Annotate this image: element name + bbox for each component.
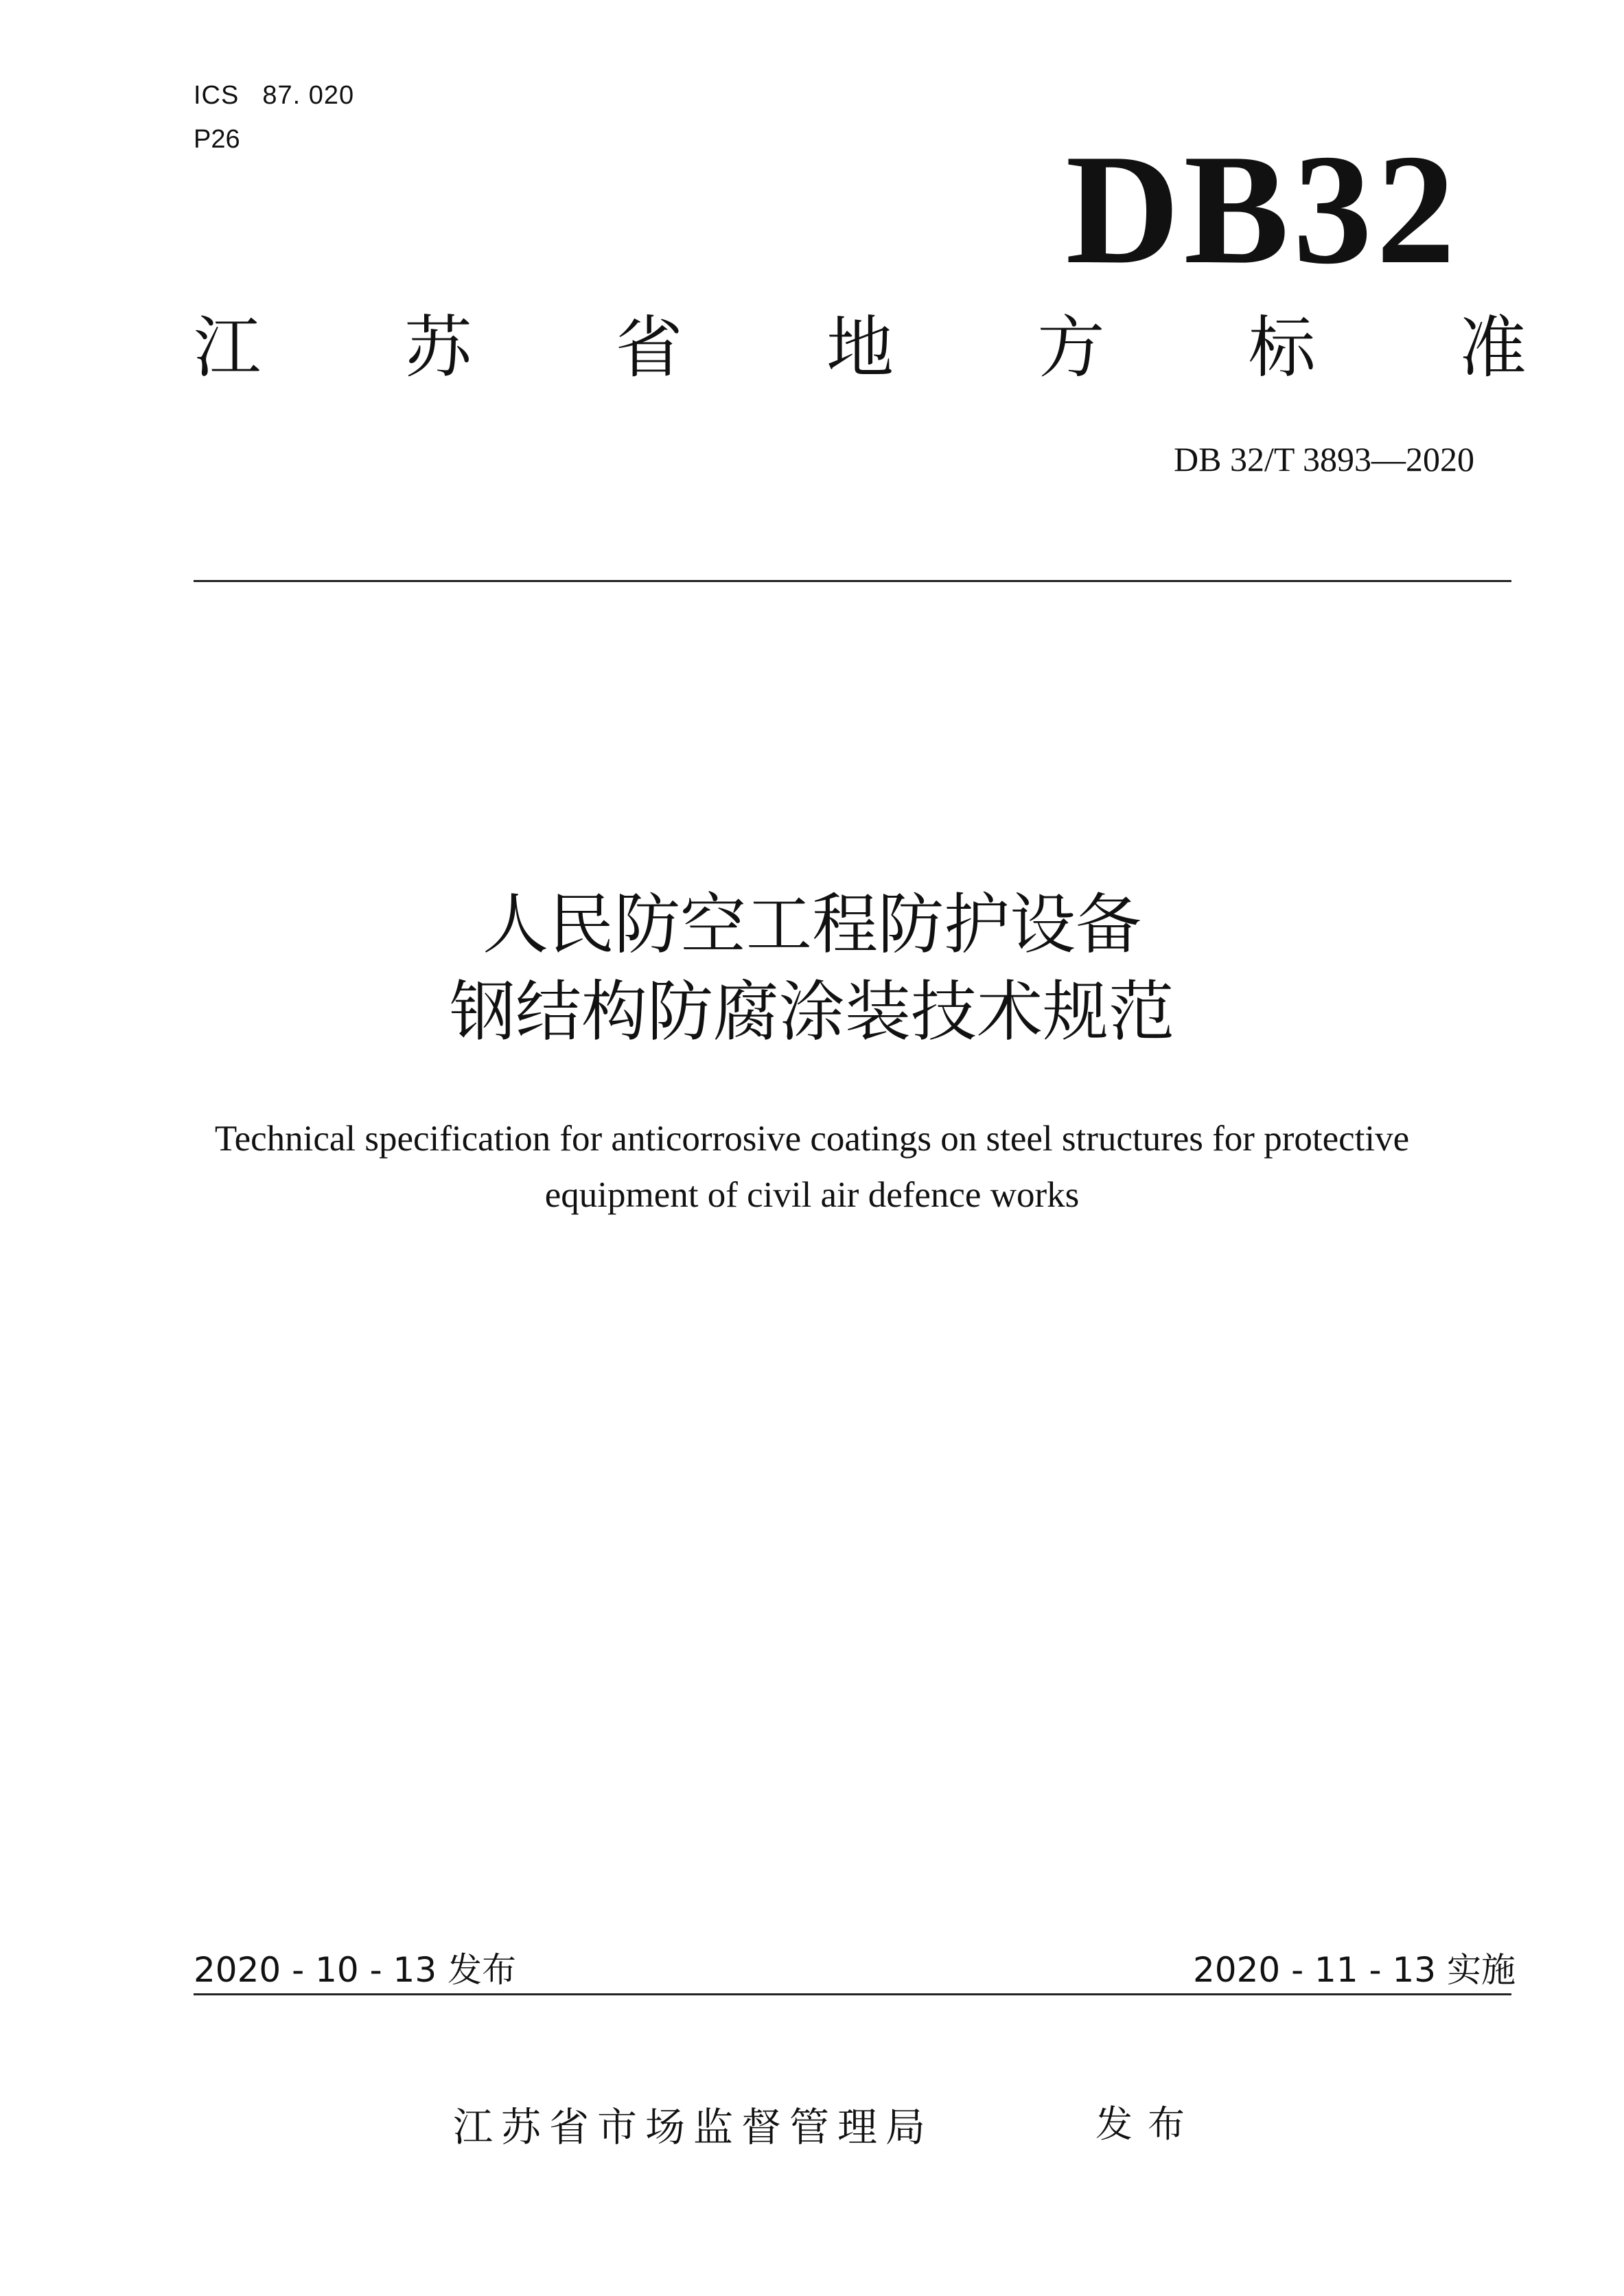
ics-number: 87. 020 [262, 81, 355, 110]
standard-type-heading [194, 309, 1527, 387]
standard-type-char: 苏 [404, 309, 472, 387]
standard-type-char: 准 [1459, 309, 1527, 387]
chinese-title-line-1: 人民防空工程防护设备 [483, 886, 1141, 963]
issue-date: 2020 - 10 - 13 发布 [194, 1950, 517, 1990]
standard-type-char: 省 [615, 309, 683, 387]
standard-type-char: 标 [1248, 309, 1316, 387]
publisher-name: 江苏省市场监督管理局 [453, 2104, 934, 2150]
english-title-line-2: equipment of civil air defence works [544, 1175, 1080, 1215]
chinese-title-line-2: 钢结构防腐涂装技术规范 [450, 973, 1174, 1050]
standard-type-char: 江 [194, 309, 262, 387]
standard-number: DB 32/T 3893—2020 [1174, 440, 1474, 478]
ics-code [194, 81, 354, 111]
top-divider [194, 580, 1511, 582]
standard-type-char: 地 [826, 309, 894, 387]
db32-logo: DB32 [1065, 121, 1459, 297]
standard-type-char: 方 [1037, 309, 1105, 387]
implementation-date: 2020 - 11 - 13 实施 [1192, 1950, 1516, 1990]
publish-label: 发布 [1095, 2102, 1200, 2146]
english-title-line-1: Technical specification for anticorrosive coatings on steel structures for protective [214, 1119, 1410, 1159]
classification-code: P26 [194, 125, 240, 154]
bottom-divider [194, 1993, 1511, 1995]
ics-label: ICS [194, 81, 240, 110]
